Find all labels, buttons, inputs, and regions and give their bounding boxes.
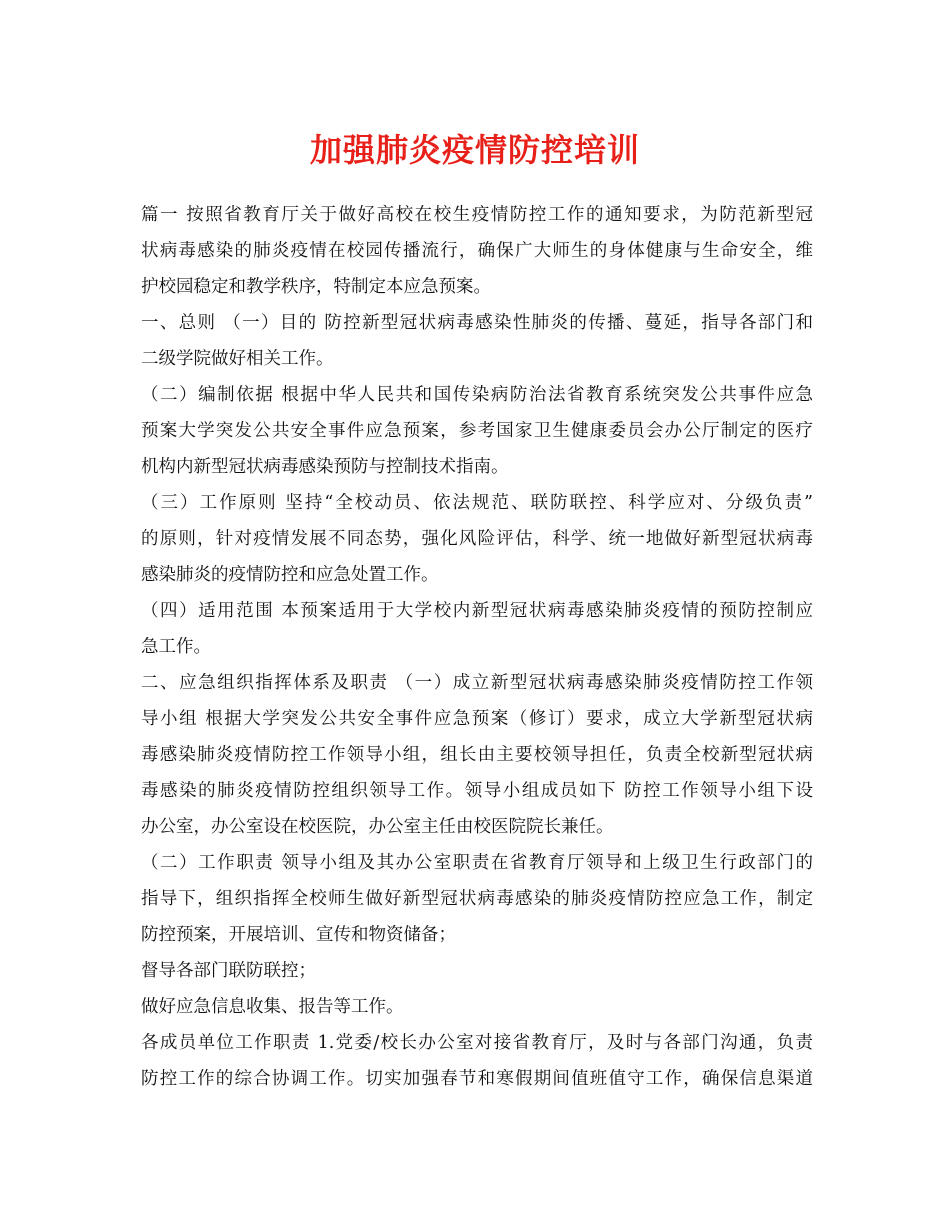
body-line: 督导各部门联防联控； [141,961,316,981]
body-line: 防控预案，开展培训、宣传和物资储备； [141,925,456,945]
document-body [141,197,813,1097]
body-line: （三）工作原则 坚持“全校动员、依法规范、联防联控、科学应对、分级负责” [141,493,813,513]
body-line: 二、应急组织指挥体系及职责 （一）成立新型冠状病毒感染肺炎疫情防控工作领 [141,673,813,693]
body-line: 各成员单位工作职责 1.党委/校长办公室对接省教育厅，及时与各部门沟通，负责 [141,1033,813,1053]
body-line: 机构内新型冠状病毒感染预防与控制技术指南。 [141,457,509,477]
body-line: （四）适用范围 本预案适用于大学校内新型冠状病毒感染肺炎疫情的预防控制应 [141,601,813,621]
body-line: 感染肺炎的疫情防控和应急处置工作。 [141,565,439,585]
body-line: 状病毒感染的肺炎疫情在校园传播流行，确保广大师生的身体健康与生命安全，维 [141,241,813,261]
body-line: 的原则，针对疫情发展不同态势，强化风险评估，科学、统一地做好新型冠状病毒 [141,529,813,549]
body-line: （二）工作职责 领导小组及其办公室职责在省教育厅领导和上级卫生行政部门的 [141,853,813,873]
body-line: 毒感染肺炎疫情防控工作领导小组，组长由主要校领导担任，负责全校新型冠状病 [141,745,813,765]
body-line: 办公室，办公室设在校医院，办公室主任由校医院院长兼任。 [141,817,614,837]
body-line: 指导下，组织指挥全校师生做好新型冠状病毒感染的肺炎疫情防控应急工作，制定 [141,889,813,909]
body-line: 防控工作的综合协调工作。切实加强春节和寒假期间值班值守工作，确保信息渠道 [141,1069,813,1089]
body-line: （二）编制依据 根据中华人民共和国传染病防治法省教育系统突发公共事件应急 [141,385,813,405]
body-line: 导小组 根据大学突发公共安全事件应急预案（修订）要求，成立大学新型冠状病 [141,709,813,729]
body-line: 篇一 按照省教育厅关于做好高校在校生疫情防控工作的通知要求，为防范新型冠 [141,205,813,225]
body-line: 急工作。 [141,637,211,657]
body-line: 预案大学突发公共安全事件应急预案，参考国家卫生健康委员会办公厅制定的医疗 [141,421,813,441]
body-line: 护校园稳定和教学秩序，特制定本应急预案。 [141,277,491,297]
body-line: 毒感染的肺炎疫情防控组织领导工作。领导小组成员如下 防控工作领导小组下设 [141,781,813,801]
body-line: 二级学院做好相关工作。 [141,349,334,369]
body-line: 一、总则 （一）目的 防控新型冠状病毒感染性肺炎的传播、蔓延，指导各部门和 [141,313,813,333]
body-line: 做好应急信息收集、报告等工作。 [141,997,404,1017]
document-title: 加强肺炎疫情防控培训 [309,131,640,169]
